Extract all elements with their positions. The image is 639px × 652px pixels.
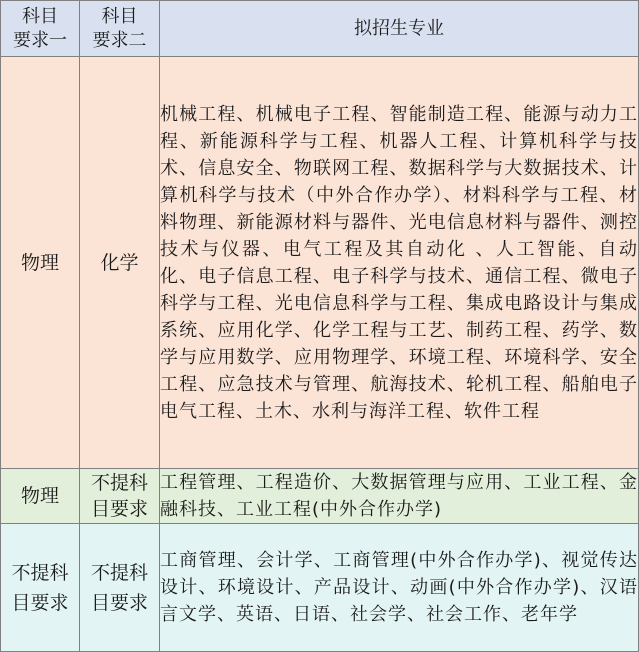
row-2-majors-text: 工程管理、工程造价、大数据管理与应用、工业工程、金融科技、工业工程(中外合作办学)	[160, 472, 638, 520]
table-row	[1, 469, 639, 524]
header-subject-requirement-2-text: 科目 要求二	[92, 5, 147, 51]
header-proposed-majors	[160, 1, 639, 57]
row-1-majors	[160, 57, 639, 469]
header-subject-requirement-2	[80, 1, 160, 57]
table-row	[1, 57, 639, 469]
header-subject-requirement-1-text: 科目 要求一	[13, 5, 67, 51]
row-1-requirement-1-text: 物理	[20, 251, 59, 274]
row-2-requirement-1	[1, 469, 80, 524]
row-3-majors	[160, 524, 639, 652]
row-1-requirement-1	[1, 57, 80, 469]
row-2-majors	[160, 469, 639, 524]
row-3-majors-text: 工商管理、会计学、工商管理(中外合作办学)、视觉传达设计、环境设计、产品设计、动画(中外合作办学)、汉语言文学、英语、日语、社会学、社会工作、老年学	[160, 550, 638, 625]
header-subject-requirement-1	[1, 1, 80, 57]
header-row	[1, 1, 639, 57]
row-2-requirement-1-text: 物理	[20, 485, 59, 507]
row-3-requirement-2	[80, 524, 160, 652]
row-1-requirement-2	[80, 57, 160, 469]
table-row	[1, 524, 639, 652]
row-1-majors-text: 机械工程、机械电子工程、智能制造工程、能源与动力工程、新能源科学与工程、机器人工程、计算机科学与技术、信息安全、物联网工程、数据科学与大数据技术、计算机科学与技术（中外合作办学）、材料科学与工程、材料物理、新能源材料与器件、光电信息材料与器件、测控技术与仪器、电气工程及其自动化 、人工智能、自动化、电子信息工程、电子科学与技术、通信工程、微电子科学与工程、光电信息科学与工程、集成电路设计与集成系统、应用化学、化学工程与工艺、制药工程、药学、数学与应用数学、应用物理学、环境工程、环境科学、安全工程、应急技术与管理、航海技术、轮机工程、船舶电子电气工程、土木、水利与海洋工程、软件工程	[160, 103, 638, 422]
row-1-requirement-2-text: 化学	[100, 251, 139, 274]
row-2-requirement-2-text: 不提科 目要求	[90, 472, 148, 520]
row-3-requirement-1-text: 不提科 目要求	[11, 561, 69, 614]
row-2-requirement-2	[80, 469, 160, 524]
row-3-requirement-2-text: 不提科 目要求	[90, 561, 148, 614]
row-3-requirement-1	[1, 524, 80, 652]
header-proposed-majors-text: 拟招生专业	[354, 17, 444, 39]
